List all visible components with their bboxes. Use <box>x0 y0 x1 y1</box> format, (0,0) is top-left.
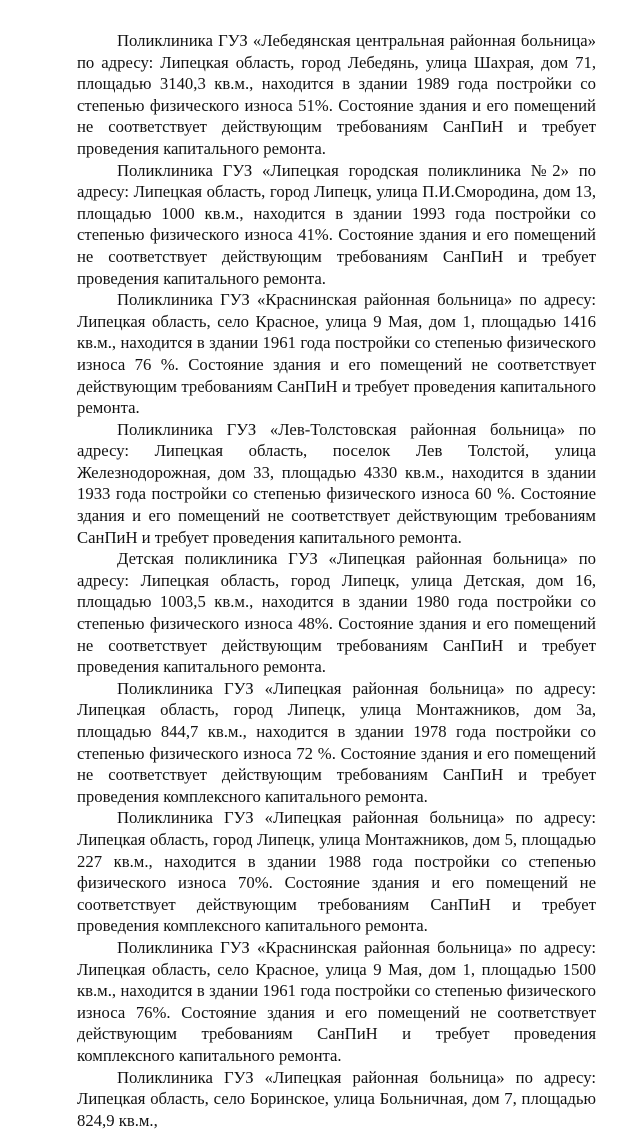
paragraph-lipetsk-children-polyclinic: Детская поликлиника ГУЗ «Липецкая районная больница» по адресу: Липецкая область, город Липецк, улица Детская, дом 16, площадью 1003,5 кв.м., находится в здании 1980 года постройки со степенью физического износа 48%. Состояние здания и его помещений не соответствует действующим требованиям СанПиН и требует проведения капитального ремонта. <box>77 548 596 678</box>
paragraph-krasnoe-polyclinic: Поликлиника ГУЗ «Краснинская районная больница» по адресу: Липецкая область, село Красное, улица 9 Мая, дом 1, площадью 1416 кв.м., находится в здании 1961 года постройки со степенью физического износа 76 %. Состояние здания и его помещений не соответствует действующим требованиям СанПиН и требует проведения капитального ремонта. <box>77 289 596 419</box>
paragraph-krasnoe-polyclinic-complex: Поликлиника ГУЗ «Краснинская районная больница» по адресу: Липецкая область, село Красное, улица 9 Мая, дом 1, площадью 1500 кв.м., находится в здании 1961 года постройки со степенью физического износа 76%. Состояние здания и его помещений не соответствует действующим требованиям СанПиН и требует проведения комплексного капитального ремонта. <box>77 937 596 1067</box>
paragraph-montazhnikov-3a-polyclinic: Поликлиника ГУЗ «Липецкая районная больница» по адресу: Липецкая область, город Липецк, улица Монтажников, дом 3а, площадью 844,7 кв.м., находится в здании 1978 года постройки со степенью физического износа 72 %. Состояние здания и его помещений не соответствует действующим требованиям СанПиН и требует проведения комплексного капитального ремонта. <box>77 678 596 808</box>
paragraph-montazhnikov-5-polyclinic: Поликлиника ГУЗ «Липецкая районная больница» по адресу: Липецкая область, город Липецк, улица Монтажников, дом 5, площадью 227 кв.м., находится в здании 1988 года постройки со степенью физического износа 70%. Состояние здания и его помещений не соответствует действующим требованиям СанПиН и требует проведения комплексного капитального ремонта. <box>77 807 596 937</box>
paragraph-lipetsk-city-polyclinic-2: Поликлиника ГУЗ «Липецкая городская поликлиника №2» по адресу: Липецкая область, город Липецк, улица П.И.Смородина, дом 13, площадью 1000 кв.м., находится в здании 1993 года постройки со степенью физического износа 41%. Состояние здания и его помещений не соответствует действующим требованиям СанПиН и требует проведения капитального ремонта. <box>77 160 596 290</box>
paragraph-lebedyan-polyclinic: Поликлиника ГУЗ «Лебедянская центральная районная больница» по адресу: Липецкая область, город Лебедянь, улица Шахрая, дом 71, площадью 3140,3 кв.м., находится в здании 1989 года постройки со степенью физического износа 51%. Состояние здания и его помещений не соответствует действующим требованиям СанПиН и требует проведения капитального ремонта. <box>77 30 596 160</box>
paragraph-borinskoe-polyclinic: Поликлиника ГУЗ «Липецкая районная больница» по адресу: Липецкая область, село Боринское, улица Больничная, дом 7, площадью 824,9 кв.м., <box>77 1067 596 1131</box>
paragraph-lev-tolstoy-polyclinic: Поликлиника ГУЗ «Лев-Толстовская районная больница» по адресу: Липецкая область, поселок Лев Толстой, улица Железнодорожная, дом 33, площадью 4330 кв.м., находится в здании 1933 года постройки со степенью физического износа 60 %. Состояние здания и его помещений не соответствует действующим требованиям СанПиН и требует проведения капитального ремонта. <box>77 419 596 549</box>
